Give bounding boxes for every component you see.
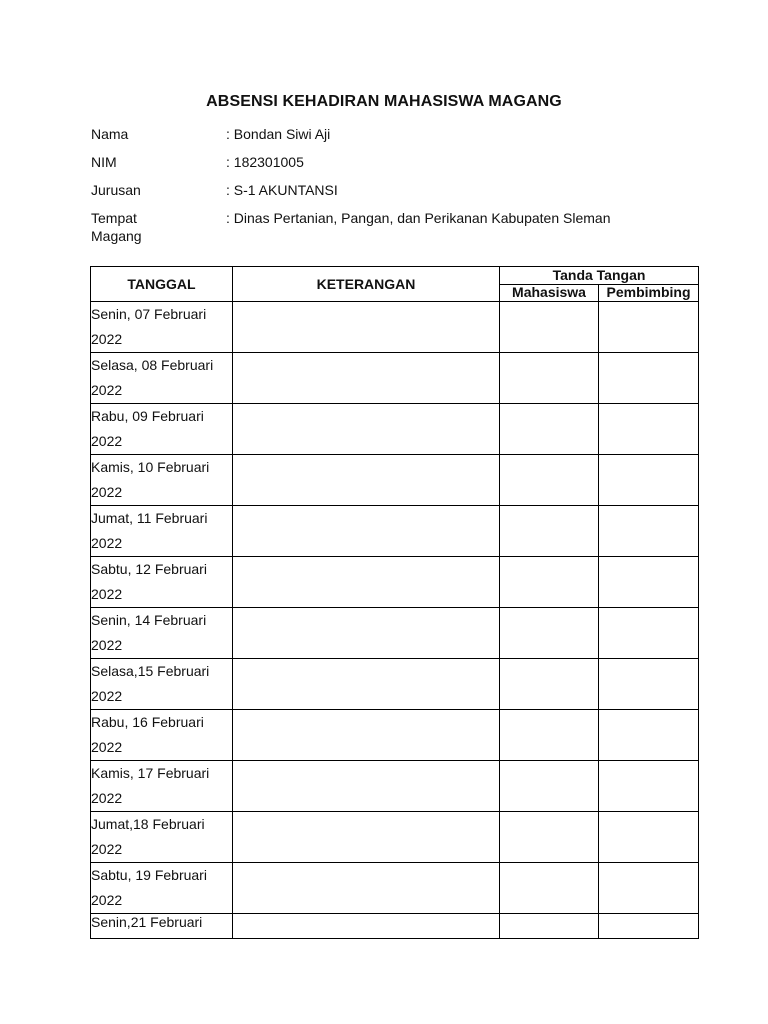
table-row	[91, 812, 699, 863]
table-row	[91, 863, 699, 914]
date-cell: Kamis, 10 Februari 2022	[91, 455, 233, 506]
table-row	[91, 404, 699, 455]
table-row	[91, 557, 699, 608]
keterangan-cell[interactable]	[233, 506, 500, 557]
pembimbing-signature-cell[interactable]	[599, 812, 699, 863]
keterangan-cell[interactable]	[233, 302, 500, 353]
pembimbing-signature-cell[interactable]	[599, 608, 699, 659]
keterangan-cell[interactable]	[233, 761, 500, 812]
header-tanda-tangan: Tanda Tangan	[500, 267, 699, 285]
keterangan-cell[interactable]	[233, 710, 500, 761]
mahasiswa-signature-cell[interactable]	[500, 812, 599, 863]
keterangan-cell[interactable]	[233, 455, 500, 506]
date-cell: Rabu, 09 Februari 2022	[91, 404, 233, 455]
table-row	[91, 608, 699, 659]
info-value: : S-1 AKUNTANSI	[226, 182, 338, 198]
mahasiswa-signature-cell[interactable]	[500, 914, 599, 939]
pembimbing-signature-cell[interactable]	[599, 404, 699, 455]
keterangan-cell[interactable]	[233, 914, 500, 939]
pembimbing-signature-cell[interactable]	[599, 557, 699, 608]
table-row	[91, 761, 699, 812]
keterangan-cell[interactable]	[233, 557, 500, 608]
pembimbing-signature-cell[interactable]	[599, 302, 699, 353]
info-label: Tempat Magang	[91, 210, 142, 244]
info-label: Jurusan	[91, 182, 141, 198]
table-row	[91, 914, 699, 939]
mahasiswa-signature-cell[interactable]	[500, 557, 599, 608]
header-pembimbing: Pembimbing	[599, 284, 699, 302]
date-cell: Rabu, 16 Februari 2022	[91, 710, 233, 761]
mahasiswa-signature-cell[interactable]	[500, 404, 599, 455]
mahasiswa-signature-cell[interactable]	[500, 608, 599, 659]
info-value: : 182301005	[226, 154, 304, 170]
header-keterangan: KETERANGAN	[233, 267, 500, 302]
date-cell: Senin,21 Februari	[91, 914, 233, 939]
keterangan-cell[interactable]	[233, 863, 500, 914]
keterangan-cell[interactable]	[233, 659, 500, 710]
table-row	[91, 353, 699, 404]
attendance-table	[90, 266, 699, 939]
date-cell: Selasa, 08 Februari 2022	[91, 353, 233, 404]
table-row	[91, 455, 699, 506]
info-value: : Dinas Pertanian, Pangan, dan Perikanan Kabupaten Sleman	[226, 210, 611, 226]
header-tanggal: TANGGAL	[91, 267, 233, 302]
date-cell: Sabtu, 12 Februari 2022	[91, 557, 233, 608]
date-cell: Jumat, 11 Februari 2022	[91, 506, 233, 557]
header-mahasiswa: Mahasiswa	[500, 284, 599, 302]
mahasiswa-signature-cell[interactable]	[500, 659, 599, 710]
pembimbing-signature-cell[interactable]	[599, 506, 699, 557]
date-cell: Jumat,18 Februari 2022	[91, 812, 233, 863]
mahasiswa-signature-cell[interactable]	[500, 455, 599, 506]
date-cell: Selasa,15 Februari 2022	[91, 659, 233, 710]
mahasiswa-signature-cell[interactable]	[500, 302, 599, 353]
table-row	[91, 506, 699, 557]
mahasiswa-signature-cell[interactable]	[500, 353, 599, 404]
mahasiswa-signature-cell[interactable]	[500, 710, 599, 761]
pembimbing-signature-cell[interactable]	[599, 914, 699, 939]
date-cell: Sabtu, 19 Februari 2022	[91, 863, 233, 914]
info-label: NIM	[91, 154, 117, 170]
mahasiswa-signature-cell[interactable]	[500, 506, 599, 557]
keterangan-cell[interactable]	[233, 404, 500, 455]
mahasiswa-signature-cell[interactable]	[500, 761, 599, 812]
attendance-rows	[91, 302, 699, 939]
mahasiswa-signature-cell[interactable]	[500, 863, 599, 914]
date-cell: Kamis, 17 Februari 2022	[91, 761, 233, 812]
pembimbing-signature-cell[interactable]	[599, 863, 699, 914]
pembimbing-signature-cell[interactable]	[599, 455, 699, 506]
table-row	[91, 302, 699, 353]
date-cell: Senin, 07 Februari 2022	[91, 302, 233, 353]
pembimbing-signature-cell[interactable]	[599, 353, 699, 404]
table-row	[91, 659, 699, 710]
date-cell: Senin, 14 Februari 2022	[91, 608, 233, 659]
keterangan-cell[interactable]	[233, 608, 500, 659]
info-value: : Bondan Siwi Aji	[226, 126, 331, 142]
info-label: Nama	[91, 126, 129, 142]
pembimbing-signature-cell[interactable]	[599, 761, 699, 812]
pembimbing-signature-cell[interactable]	[599, 659, 699, 710]
keterangan-cell[interactable]	[233, 353, 500, 404]
keterangan-cell[interactable]	[233, 812, 500, 863]
table-row	[91, 710, 699, 761]
pembimbing-signature-cell[interactable]	[599, 710, 699, 761]
document-title: ABSENSI KEHADIRAN MAHASISWA MAGANG	[206, 93, 562, 110]
